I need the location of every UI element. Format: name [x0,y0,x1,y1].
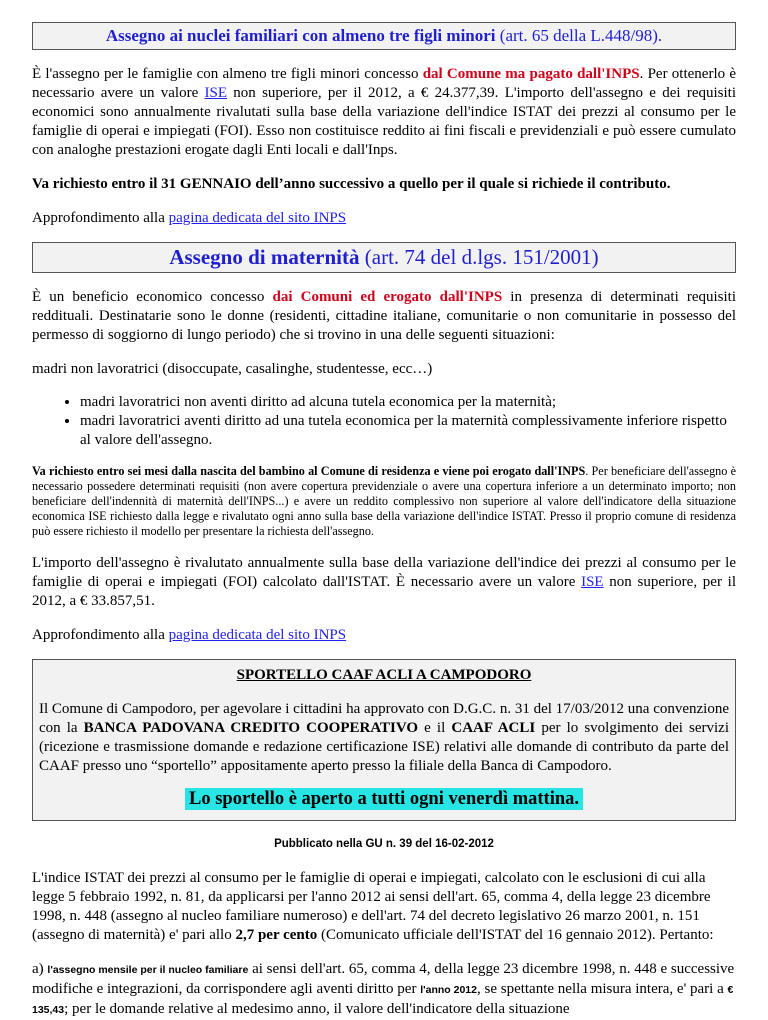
bold-text: Va richiesto entro sei mesi dalla nascita del bambino al Comune di residenza e viene poi erogato dall'INPS [32,464,586,478]
title-rest: (art. 74 del d.lgs. 151/2001) [359,245,599,269]
text: non superiore, per il 2012, a € 24.377,39. L'importo dell'assegno e dei requisiti economici sono annualmente rivalutati sulla base della variazione dell'indice ISTAT dei prezzi al consumo per le famiglie di operai e impiegati (FOI). Esso non costituisce reddito ai fini fiscali e previdenziali e può essere cumulato con analoghe prestazioni erogate dagli Enti locali e dall'Inps. [32,85,736,158]
text: Approfondimento alla [32,210,169,226]
document-page [32,0,736,1020]
small-print-paragraph [32,464,736,539]
paragraph-importo [32,554,736,611]
text: . Per beneficiare dell'assegno è necessario possedere determinati requisiti (non avere copertura previdenziale o avere una copertura inferiore a un determinato importo; non beneficiare dell'indennità di maternità dell'INPS...) e avere un reddito complessivo non superiore al valore dell'indicatore della situazione economica ISE richiesto dalla legge e rivalutato ogni anno sulla base della variazione dell'indice ISTAT. Presso il proprio comune di residenza può essere richiesto il modello per presentare la richiesta dell'assegno. [32,464,736,538]
text: , se spettante nella misura intera, e' pari a [476,981,728,997]
deadline-note: Va richiesto entro il 31 GENNAIO dell’anno successivo a quello per il quale si richiede il contributo. [32,176,671,192]
text: È un beneficio economico concesso [32,289,273,305]
inps-page-link[interactable]: pagina dedicata del sito INPS [168,627,347,643]
bold-text: 2,7 per cento [235,927,318,943]
highlight-text: dai Comuni ed erogato dall'INPS [272,289,503,305]
paragraph-assegno-nuclei [32,65,736,160]
bold-text: BANCA PADOVANA CREDITO COOPERATIVO [83,720,419,736]
text: . Per ottenerlo è necessario avere un valore [32,66,736,101]
inps-page-link[interactable]: pagina dedicata del sito INPS [168,210,347,226]
opening-hours-banner [39,790,729,810]
bullet-list [32,393,736,450]
list-item: • madri lavoratrici non aventi diritto ad alcuna tutela economica per la maternità; [80,393,736,412]
title-bold: Assegno ai nuclei familiari con almeno tre figli minori [105,26,496,45]
text: (Comunicato ufficiale dell'ISTAT del 16 gennaio 2012). Pertanto: [317,927,714,943]
text: Il Comune di Campodoro, per agevolare i cittadini ha approvato con D.G.C. n. 31 del 17/03/2012 una convenzione con la [39,701,729,736]
list-item: • madri lavoratrici aventi diritto ad una tutela economica per la maternità complessivamente inferiore rispetto al valore dell'assegno. [80,412,736,450]
text: Approfondimento alla [32,627,169,643]
text: L'importo dell'assegno è rivalutato annualmente sulla base della variazione dell'indice dei prezzi al consumo per le famiglie di operai e impiegati (FOI) calcolato dall'ISTAT. È necessario avere un valore [32,555,736,590]
paragraph-maternita [32,288,736,345]
sportello-title: SPORTELLO CAAF ACLI A CAMPODORO [236,667,532,683]
text: a) [32,961,48,977]
sportello-box [32,659,736,821]
title-bold: Assegno di maternità [169,245,360,269]
text: È l'assegno per le famiglie con almeno tre figli minori concesso [32,66,423,82]
section-title-assegno-maternita [32,242,736,273]
ise-link[interactable]: ISE [581,574,604,590]
text: ai sensi dell'art. 65, comma 4, della legge 23 dicembre 1998, n. 448 e successive modifiche e integrazioni, da corrispondere agli aventi diritto per [32,961,735,997]
opening-hours-text: Lo sportello è aperto a tutti ogni venerdì mattina. [185,788,583,810]
small-bold-text: l'assegno mensile per il nucleo familiare [47,964,249,976]
text: non superiore, per il 2012, a € 33.857,51. [32,574,736,609]
bold-text: CAAF ACLI [451,720,536,736]
gu-publication-note: Pubblicato nella GU n. 39 del 16-02-2012 [274,838,494,850]
text: in presenza di determinati requisiti reddituali. Destinatarie sono le donne (residenti, cittadine italiane, comunitarie o non comunitarie in possesso del permesso di soggiorno di lungo periodo) che si trovino in una delle seguenti situazioni: [32,289,737,343]
small-bold-text: l'anno 2012 [420,984,477,996]
paragraph-assegno-mensile [32,960,736,1020]
text: ; per le domande relative al medesimo anno, il valore dell'indicatore della situazione [64,1001,570,1017]
more-info-line [32,209,736,228]
paragraph-istat [32,869,736,945]
paragraph-madri-non-lavoratrici: madri non lavoratrici (disoccupate, casalinghe, studentesse, ecc…) [32,361,433,377]
sportello-paragraph [39,700,729,776]
more-info-line [32,626,736,645]
text: e il [418,720,452,736]
small-bold-text: € 135,43 [32,984,734,1016]
section-title-assegno-nuclei [32,22,736,50]
title-rest: (art. 65 della L.448/98). [495,26,663,45]
text: L'indice ISTAT dei prezzi al consumo per le famiglie di operai e impiegati, calcolato con le esclusioni di cui alla legge 5 febbraio 1992, n. 81, da applicarsi per l'anno 2012 ai sensi dell'art. 65, comma 4, della legge 23 dicembre 1998, n. 448 (assegno al nucleo familiare numeroso) e dell'art. 74 del decreto legislativo 26 marzo 2001, n. 151 (assegno di maternità) e' pari allo [32,870,711,943]
ise-link[interactable]: ISE [204,85,228,101]
text: per lo svolgimento dei servizi (ricezione e trasmissione domande e redazione certificazione ISE) relativi alle domande di contributo da parte del CAAF presso uno “sportello” appositamente aperto presso la filiale della Banca di Campodoro. [39,720,729,774]
highlight-text: dal Comune ma pagato dall'INPS [422,66,640,82]
